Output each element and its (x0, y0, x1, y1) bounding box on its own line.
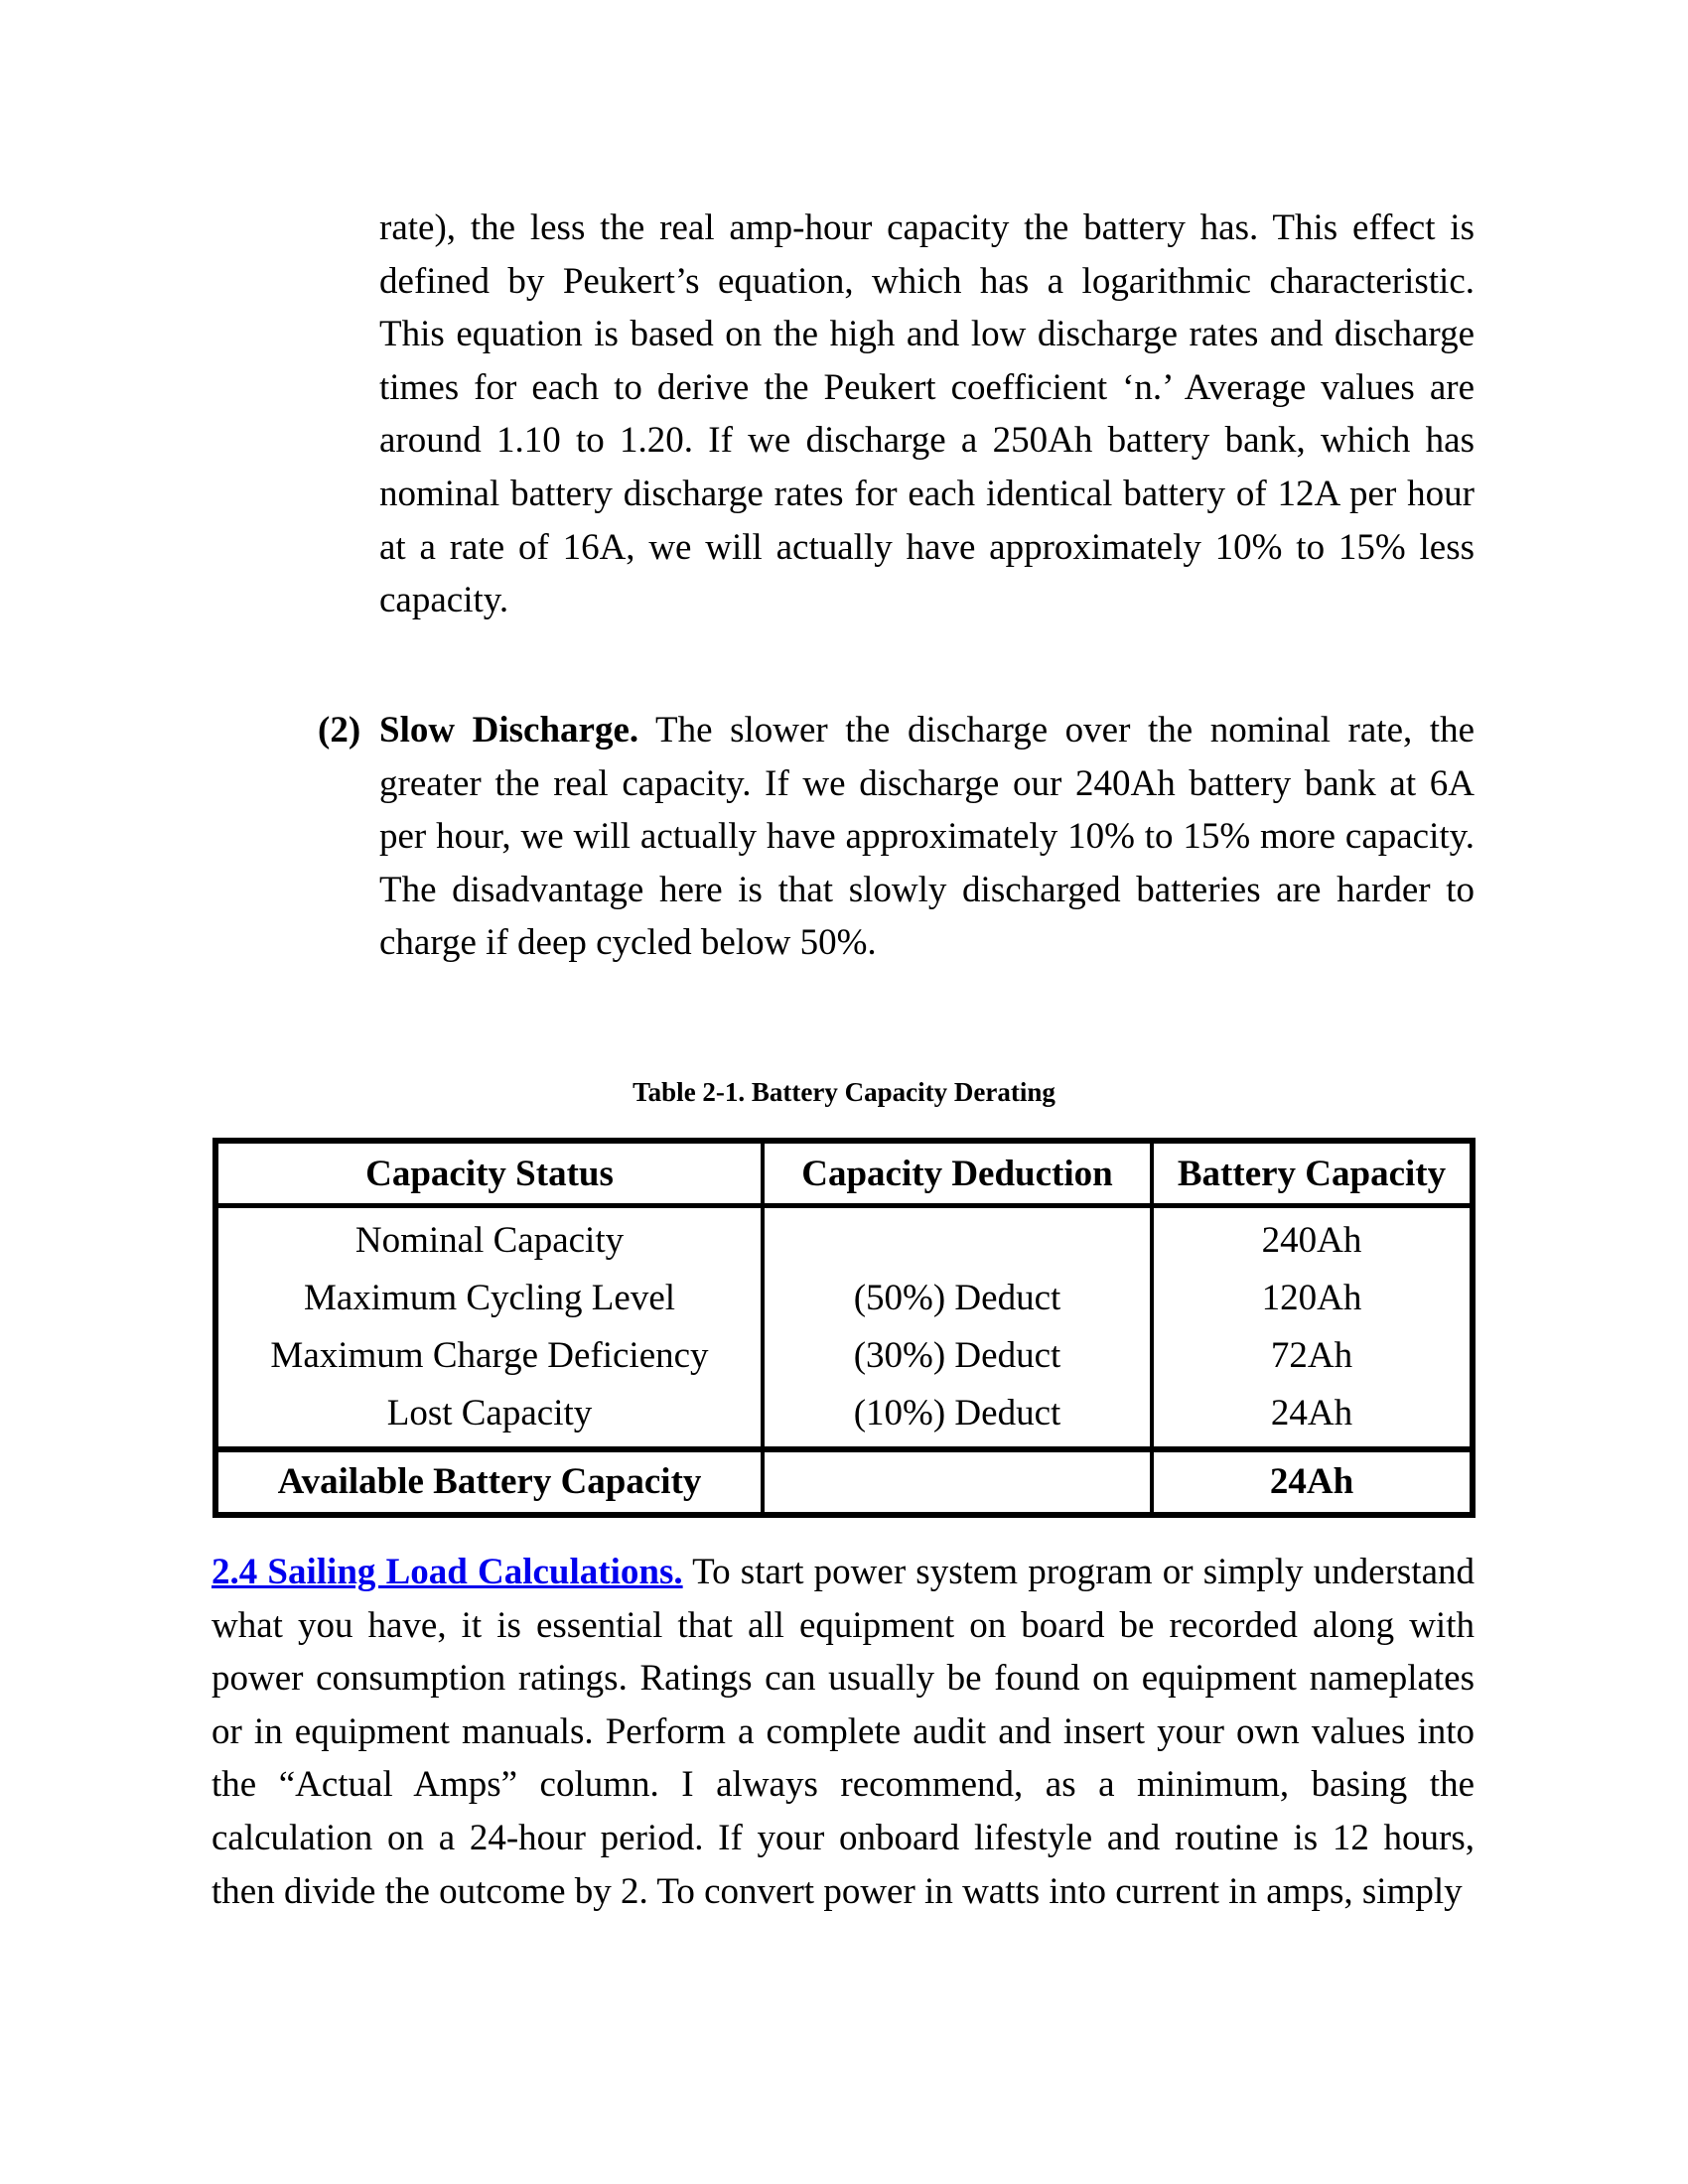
cell-deduction: (10%) Deduct (763, 1385, 1152, 1449)
table-caption: Table 2-1. Battery Capacity Derating (633, 1077, 1055, 1107)
cell-capacity: 24Ah (1270, 1393, 1353, 1433)
cell-total-label: Available Battery Capacity (215, 1449, 763, 1515)
list-item-body (379, 704, 1475, 970)
cell-status: Maximum Charge Deficiency (215, 1327, 763, 1385)
cell-total-capacity: 24Ah (1152, 1449, 1473, 1515)
table-row (215, 1327, 1473, 1385)
header-capacity-deduction: Capacity Deduction (763, 1141, 1152, 1206)
list-item-slow-discharge (318, 704, 1475, 970)
cell-capacity: 72Ah (1270, 1335, 1353, 1376)
paragraph-sailing-load (211, 1546, 1475, 1918)
section-link-sailing-load[interactable]: 2.4 Sailing Load Calculations. (211, 1552, 683, 1592)
cell-total-deduction (763, 1449, 1152, 1515)
cell-capacity: 120Ah (1261, 1278, 1362, 1318)
table-row (215, 1206, 1473, 1271)
cell-status: Maximum Cycling Level (215, 1270, 763, 1327)
cell-deduction: (30%) Deduct (763, 1327, 1152, 1385)
table-total-row (215, 1449, 1473, 1515)
table-row (215, 1385, 1473, 1449)
list-item-number: (2) (318, 710, 361, 751)
paragraph-peukert: rate), the less the real amp-hour capacity the battery has. This effect is defined by Peukert’s equation, which has a logarithmic characteristic. This equation is based on the high and low discharge rates and discharge times for each to derive the Peukert coefficient ‘n.’ Average values are around 1.10 to 1.20. If we discharge a 250Ah battery bank, which has nominal battery discharge rates for each identical battery of 12A per hour at a rate of 16A, we will actually have approximately 10% to 15% less capacity. (379, 207, 1475, 621)
table-row (215, 1270, 1473, 1327)
header-capacity-status: Capacity Status (215, 1141, 763, 1206)
list-item-text: The slower the discharge over the nominal rate, the greater the real capacity. If we discharge our 240Ah battery bank at 6A per hour, we will actually have approximately 10% to 15% more capacity. The disadvantage here is that slowly discharged batteries are harder to charge if deep cycled below 50%. (379, 710, 1475, 964)
header-battery-capacity: Battery Capacity (1152, 1141, 1473, 1206)
cell-deduction (763, 1206, 1152, 1271)
table-header-row (215, 1141, 1473, 1206)
battery-capacity-table (212, 1138, 1476, 1518)
cell-status: Lost Capacity (215, 1385, 763, 1449)
cell-status: Nominal Capacity (215, 1206, 763, 1271)
cell-capacity: 240Ah (1261, 1220, 1362, 1261)
cell-deduction: (50%) Deduct (763, 1270, 1152, 1327)
list-item-lead: Slow Discharge. (379, 710, 639, 751)
section-text: To start power system program or simply understand what you have, it is essential that all equipment on board be recorded along with power consumption ratings. Ratings can usually be found on equipment nameplates or in equipment manuals. Perform a complete audit and insert your own values into the “Actual Amps” column. I always recommend, as a minimum, basing the calculation on a 24-hour period. If your onboard lifestyle and routine is 12 hours, then divide the outcome by 2. To convert power in watts into current in amps, simply (211, 1552, 1476, 1912)
